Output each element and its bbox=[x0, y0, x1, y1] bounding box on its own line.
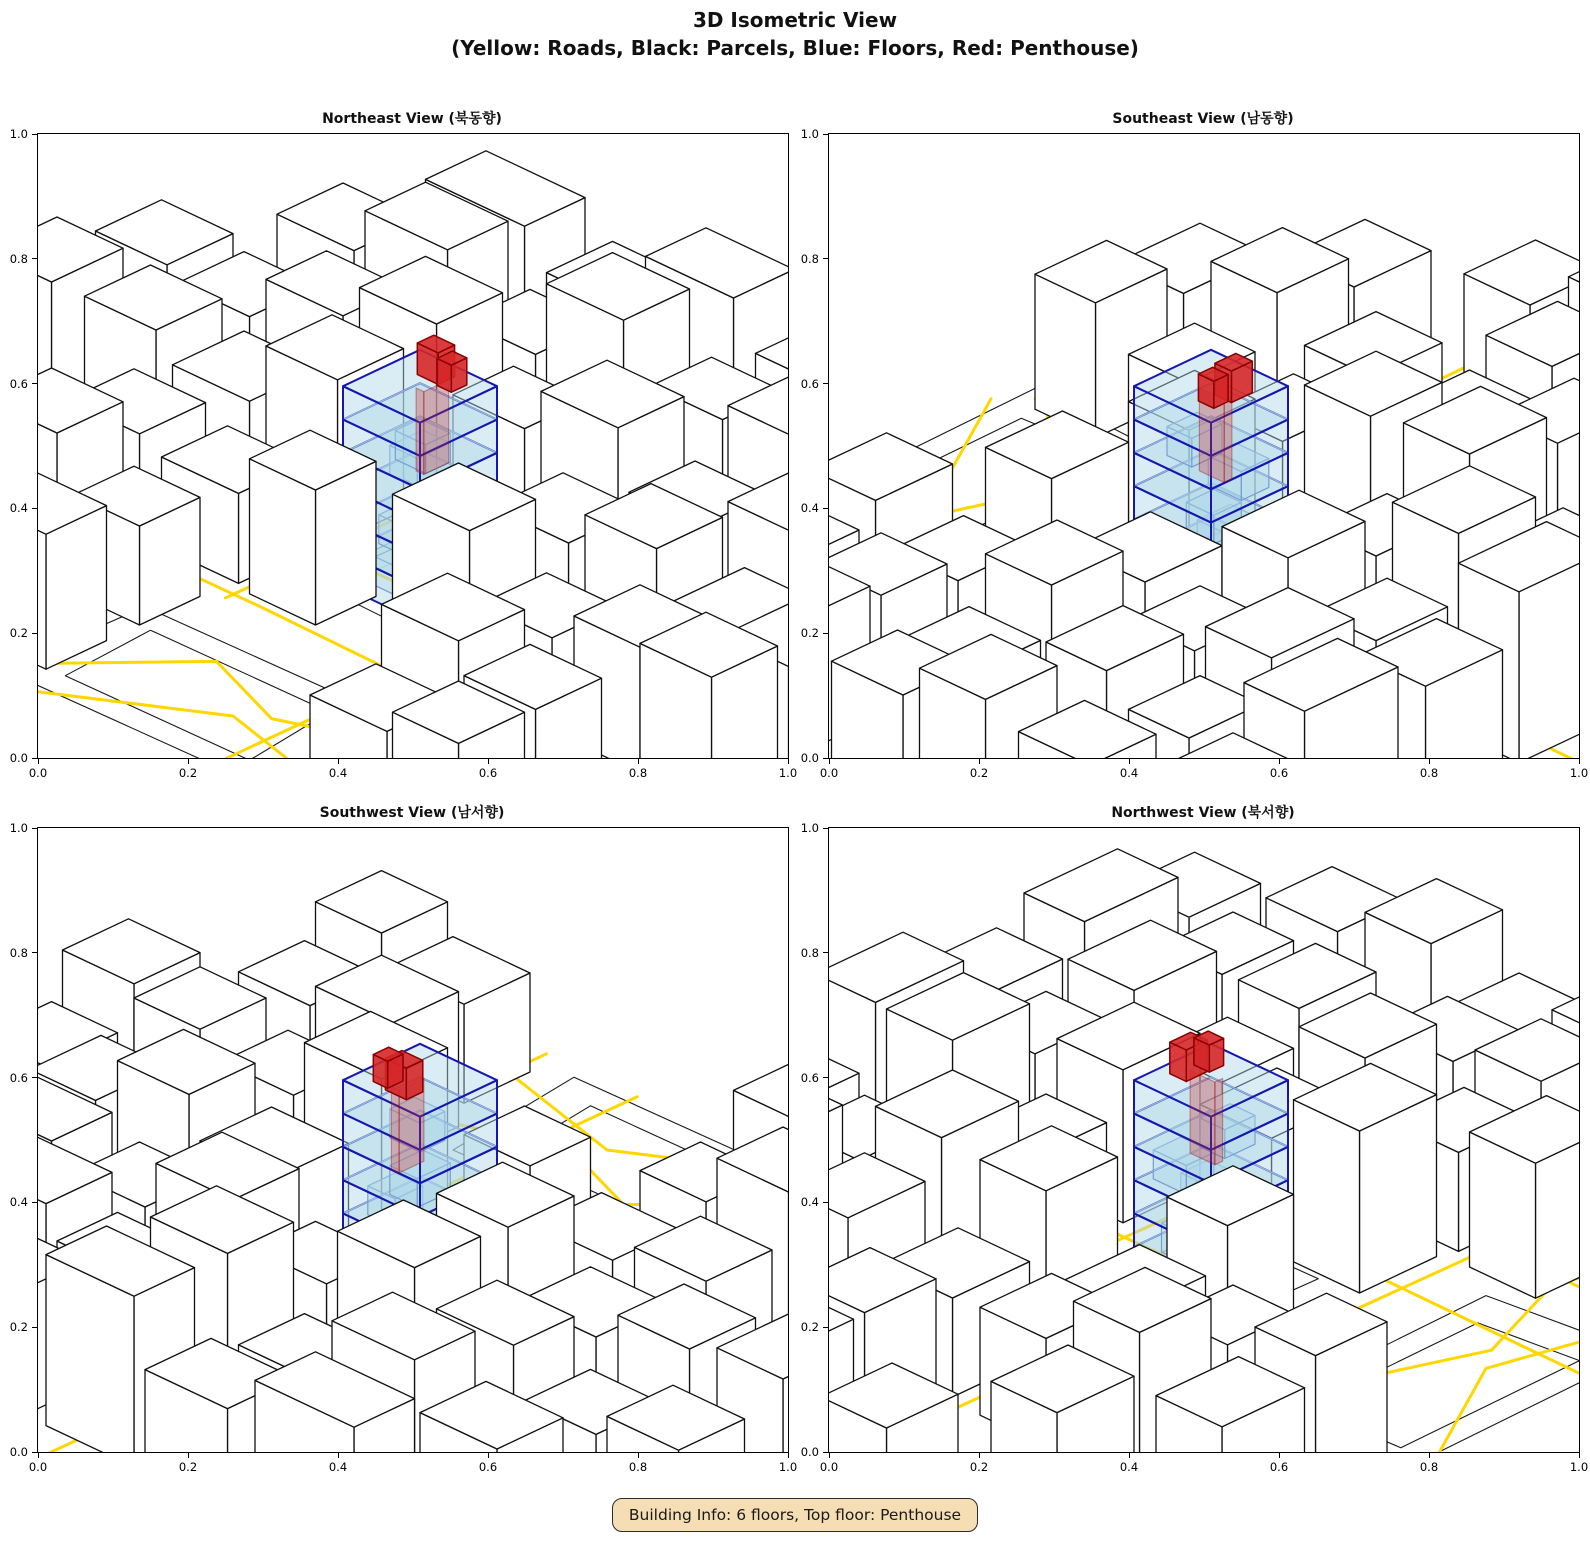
subplot-title-northwest: Northwest View (북서향) bbox=[1111, 805, 1295, 821]
x-tick-label: 0.2 bbox=[178, 766, 198, 780]
subplot-title-southwest: Southwest View (남서향) bbox=[319, 805, 505, 821]
x-tick-mark bbox=[829, 759, 830, 764]
subplot-title-northeast: Northeast View (북동향) bbox=[322, 111, 502, 127]
subplot-title-southeast: Southeast View (남동향) bbox=[1112, 111, 1294, 127]
x-tick-label: 0.6 bbox=[478, 766, 498, 780]
y-tick-mark bbox=[32, 952, 37, 953]
x-tick-label: 0.0 bbox=[819, 766, 839, 780]
y-tick-label: 0.8 bbox=[9, 945, 28, 960]
figure-title: 3D Isometric View bbox=[692, 8, 898, 32]
x-tick-mark bbox=[1429, 759, 1430, 764]
y-tick-mark bbox=[823, 1077, 828, 1078]
y-tick-label: 0.0 bbox=[9, 1445, 28, 1459]
y-tick-label: 0.6 bbox=[800, 376, 819, 391]
subplot-northwest bbox=[800, 805, 1589, 1474]
y-tick-label: 1.0 bbox=[800, 127, 819, 141]
x-tick-mark bbox=[1429, 1453, 1430, 1458]
y-tick-label: 0.4 bbox=[800, 1195, 819, 1210]
x-tick-label: 0.6 bbox=[1269, 1460, 1289, 1474]
x-tick-mark bbox=[1129, 1453, 1130, 1458]
y-tick-mark bbox=[823, 383, 828, 384]
y-tick-label: 0.8 bbox=[800, 945, 819, 960]
y-tick-mark bbox=[823, 828, 828, 829]
y-tick-mark bbox=[823, 952, 828, 953]
x-tick-label: 0.2 bbox=[969, 766, 989, 780]
y-tick-label: 0.2 bbox=[800, 626, 819, 641]
y-tick-label: 0.8 bbox=[9, 251, 28, 266]
x-tick-mark bbox=[638, 1453, 639, 1458]
x-tick-label: 0.4 bbox=[1119, 1460, 1139, 1474]
y-tick-mark bbox=[823, 1202, 828, 1203]
y-tick-label: 0.6 bbox=[9, 376, 28, 391]
x-tick-label: 1.0 bbox=[778, 1460, 798, 1474]
x-tick-label: 1.0 bbox=[1569, 1460, 1589, 1474]
y-tick-label: 0.4 bbox=[9, 501, 28, 516]
y-tick-mark bbox=[32, 1202, 37, 1203]
y-tick-label: 0.0 bbox=[800, 1445, 819, 1459]
x-tick-label: 0.8 bbox=[628, 766, 648, 780]
x-tick-label: 0.8 bbox=[1419, 766, 1439, 780]
plot-area-southwest bbox=[9, 821, 798, 1474]
x-tick-mark bbox=[979, 1453, 980, 1458]
y-tick-mark bbox=[823, 1452, 828, 1453]
y-tick-mark bbox=[823, 758, 828, 759]
y-tick-label: 0.0 bbox=[800, 751, 819, 765]
plot-area-northeast bbox=[9, 127, 798, 780]
x-tick-mark bbox=[188, 759, 189, 764]
y-tick-label: 0.4 bbox=[800, 501, 819, 516]
x-tick-label: 0.0 bbox=[28, 766, 48, 780]
x-tick-label: 1.0 bbox=[1569, 766, 1589, 780]
x-tick-mark bbox=[488, 759, 489, 764]
y-tick-mark bbox=[32, 1077, 37, 1078]
y-tick-label: 0.2 bbox=[9, 1320, 28, 1335]
x-tick-label: 0.6 bbox=[1269, 766, 1289, 780]
building-info-badge: Building Info: 6 floors, Top floor: Penthouse bbox=[612, 1498, 978, 1532]
y-tick-mark bbox=[32, 134, 37, 135]
x-tick-label: 0.0 bbox=[819, 1460, 839, 1474]
scene-svg bbox=[829, 828, 1579, 1452]
x-tick-mark bbox=[338, 759, 339, 764]
x-tick-label: 0.4 bbox=[328, 766, 348, 780]
y-tick-mark bbox=[32, 758, 37, 759]
scene-svg bbox=[38, 828, 788, 1452]
x-tick-label: 0.4 bbox=[1119, 766, 1139, 780]
y-tick-mark bbox=[823, 258, 828, 259]
subplot-southwest bbox=[9, 805, 798, 1474]
x-tick-mark bbox=[1579, 759, 1580, 764]
x-tick-label: 1.0 bbox=[778, 766, 798, 780]
y-tick-mark bbox=[32, 1452, 37, 1453]
y-tick-mark bbox=[32, 508, 37, 509]
x-tick-mark bbox=[188, 1453, 189, 1458]
y-tick-mark bbox=[32, 633, 37, 634]
x-tick-mark bbox=[1279, 759, 1280, 764]
y-tick-mark bbox=[823, 508, 828, 509]
y-tick-label: 0.2 bbox=[9, 626, 28, 641]
y-tick-label: 0.2 bbox=[800, 1320, 819, 1335]
x-tick-label: 0.2 bbox=[969, 1460, 989, 1474]
info-box-container bbox=[0, 1498, 1590, 1532]
y-tick-mark bbox=[32, 1327, 37, 1328]
x-tick-mark bbox=[638, 759, 639, 764]
y-tick-mark bbox=[823, 134, 828, 135]
y-tick-label: 0.6 bbox=[9, 1070, 28, 1085]
subplot-southeast bbox=[800, 111, 1589, 780]
x-tick-mark bbox=[1579, 1453, 1580, 1458]
scene-svg bbox=[38, 134, 788, 758]
x-tick-mark bbox=[829, 1453, 830, 1458]
x-tick-label: 0.0 bbox=[28, 1460, 48, 1474]
x-tick-label: 0.6 bbox=[478, 1460, 498, 1474]
x-tick-mark bbox=[488, 1453, 489, 1458]
y-tick-mark bbox=[32, 258, 37, 259]
x-tick-label: 0.2 bbox=[178, 1460, 198, 1474]
y-tick-mark bbox=[823, 633, 828, 634]
y-tick-label: 0.6 bbox=[800, 1070, 819, 1085]
y-tick-label: 0.8 bbox=[800, 251, 819, 266]
y-tick-label: 0.4 bbox=[9, 1195, 28, 1210]
figure-subtitle: (Yellow: Roads, Black: Parcels, Blue: Floors, Red: Penthouse) bbox=[451, 36, 1139, 60]
scene-svg bbox=[829, 134, 1579, 758]
x-tick-label: 0.8 bbox=[628, 1460, 648, 1474]
subplot-northeast bbox=[9, 111, 798, 780]
x-tick-mark bbox=[1129, 759, 1130, 764]
x-tick-label: 0.4 bbox=[328, 1460, 348, 1474]
y-tick-label: 1.0 bbox=[9, 127, 28, 141]
x-tick-mark bbox=[1279, 1453, 1280, 1458]
x-tick-mark bbox=[38, 1453, 39, 1458]
y-tick-mark bbox=[32, 828, 37, 829]
y-tick-label: 0.0 bbox=[9, 751, 28, 765]
y-tick-label: 1.0 bbox=[9, 821, 28, 835]
x-tick-mark bbox=[38, 759, 39, 764]
x-tick-mark bbox=[338, 1453, 339, 1458]
plot-area-southeast bbox=[800, 127, 1589, 780]
y-tick-mark bbox=[32, 383, 37, 384]
plot-area-northwest bbox=[800, 821, 1589, 1474]
x-tick-label: 0.8 bbox=[1419, 1460, 1439, 1474]
x-tick-mark bbox=[979, 759, 980, 764]
y-tick-label: 1.0 bbox=[800, 821, 819, 835]
y-tick-mark bbox=[823, 1327, 828, 1328]
